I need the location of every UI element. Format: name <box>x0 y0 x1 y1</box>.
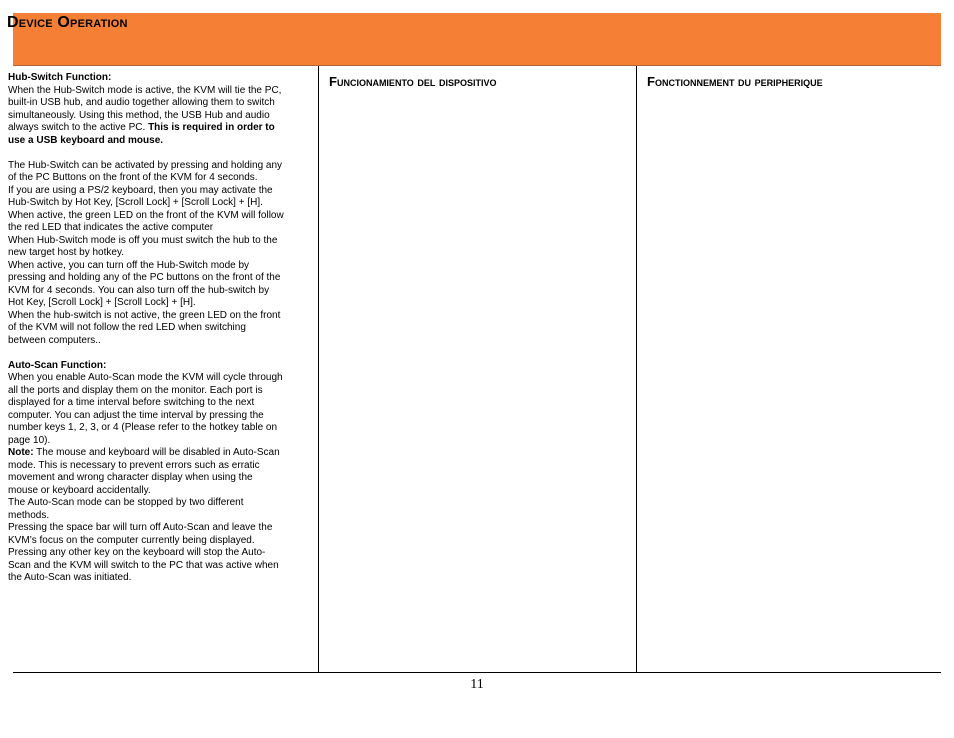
spacer <box>8 147 318 160</box>
text-line: new target host by hotkey. <box>8 247 124 258</box>
column-english <box>0 66 319 672</box>
text-line: When active, you can turn off the Hub-Switch mode by <box>8 259 250 271</box>
column-english-clip <box>8 72 318 672</box>
text-line: page 10). <box>8 434 51 446</box>
note-label: Note: <box>8 447 34 458</box>
column-english-text <box>8 72 318 585</box>
spacer <box>8 347 318 360</box>
header-title-clip <box>7 13 313 35</box>
text-normal: always switch to the active PC. <box>8 122 149 133</box>
text-line: When active, the green LED on the front of the KVM will follow <box>8 209 284 221</box>
text-line: methods. <box>8 509 50 521</box>
text-bold: This is required in order to <box>148 122 275 133</box>
auto-scan-heading: Auto-Scan Function: <box>8 359 107 371</box>
text-line: When the hub-switch is not active, the green LED on the front <box>8 309 281 321</box>
text-normal: The mouse and keyboard will be disabled in Auto-Scan <box>33 447 280 458</box>
spanish-heading: Funcionamiento del dispositivo <box>329 74 497 89</box>
text-line: number keys 1, 2, 3, or 4 (Please refer to the hotkey table on <box>8 422 278 433</box>
text-line: KVM for 4 seconds. You can also turn off the hub-switch by <box>8 284 270 296</box>
text-line: simultaneously. Using this method, the USB Hub and audio <box>8 109 270 121</box>
page-title: Device Operation <box>7 14 128 31</box>
text-line: mode. This is necessary to prevent errors such as erratic <box>8 459 260 471</box>
bottom-divider <box>13 672 941 673</box>
text-line: When you enable Auto-Scan mode the KVM will cycle through <box>8 372 283 383</box>
text-line: The Hub-Switch can be activated by pressing and holding any <box>8 159 283 171</box>
french-heading: Fonctionnement du peripherique <box>647 74 823 89</box>
text-line: movement and wrong character display when using the <box>8 472 253 483</box>
text-line: When Hub-Switch mode is off you must switch the hub to the <box>8 234 278 246</box>
text-line: KVM’s focus on the computer currently being displayed. <box>8 534 255 546</box>
text-line: computer. You can adjust the time interval by pressing the <box>8 409 264 421</box>
text-line: the red LED that indicates the active computer <box>8 222 214 233</box>
section-header-bar <box>7 13 941 66</box>
text-line: Pressing any other key on the keyboard will stop the Auto- <box>8 547 266 558</box>
column-spanish <box>319 66 637 672</box>
text-line: Hub-Switch by Hot Key, [Scroll Lock] + [Scroll Lock] + [H]. <box>8 197 263 208</box>
text-line: mouse or keyboard accidentally. <box>8 484 151 496</box>
text-line: displayed for a time interval before switching to the next <box>8 397 255 408</box>
column-french <box>637 66 940 672</box>
text-line: all the ports and display them on the monitor. Each port is <box>8 384 263 396</box>
text-line: built-in USB hub, and audio together allowing them to switch <box>8 97 275 108</box>
text-line: Pressing the space bar will turn off Auto-Scan and leave the <box>8 522 273 533</box>
page-number: 11 <box>470 677 484 692</box>
text-line-mixed <box>8 122 318 135</box>
text-line: Scan and the KVM will switch to the PC that was active when <box>8 559 279 571</box>
text-line: If you are using a PS/2 keyboard, then you may activate the <box>8 184 273 196</box>
text-line: of the KVM will not follow the red LED when switching <box>8 322 246 333</box>
text-line: of the PC Buttons on the front of the KVM for 4 seconds. <box>8 172 258 183</box>
text-line: The Auto-Scan mode can be stopped by two different <box>8 497 244 508</box>
hub-switch-heading: Hub-Switch Function: <box>8 72 112 83</box>
text-line: the Auto-Scan was initiated. <box>8 572 132 583</box>
text-line: When the Hub-Switch mode is active, the KVM will tie the PC, <box>8 84 282 96</box>
text-line: between computers.. <box>8 334 101 346</box>
text-line: pressing and holding any of the PC buttons on the front of the <box>8 272 281 283</box>
note-line <box>8 447 318 460</box>
text-line-bold: use a USB keyboard and mouse. <box>8 134 164 146</box>
text-line: Hot Key, [Scroll Lock] + [Scroll Lock] + [H]. <box>8 297 196 308</box>
